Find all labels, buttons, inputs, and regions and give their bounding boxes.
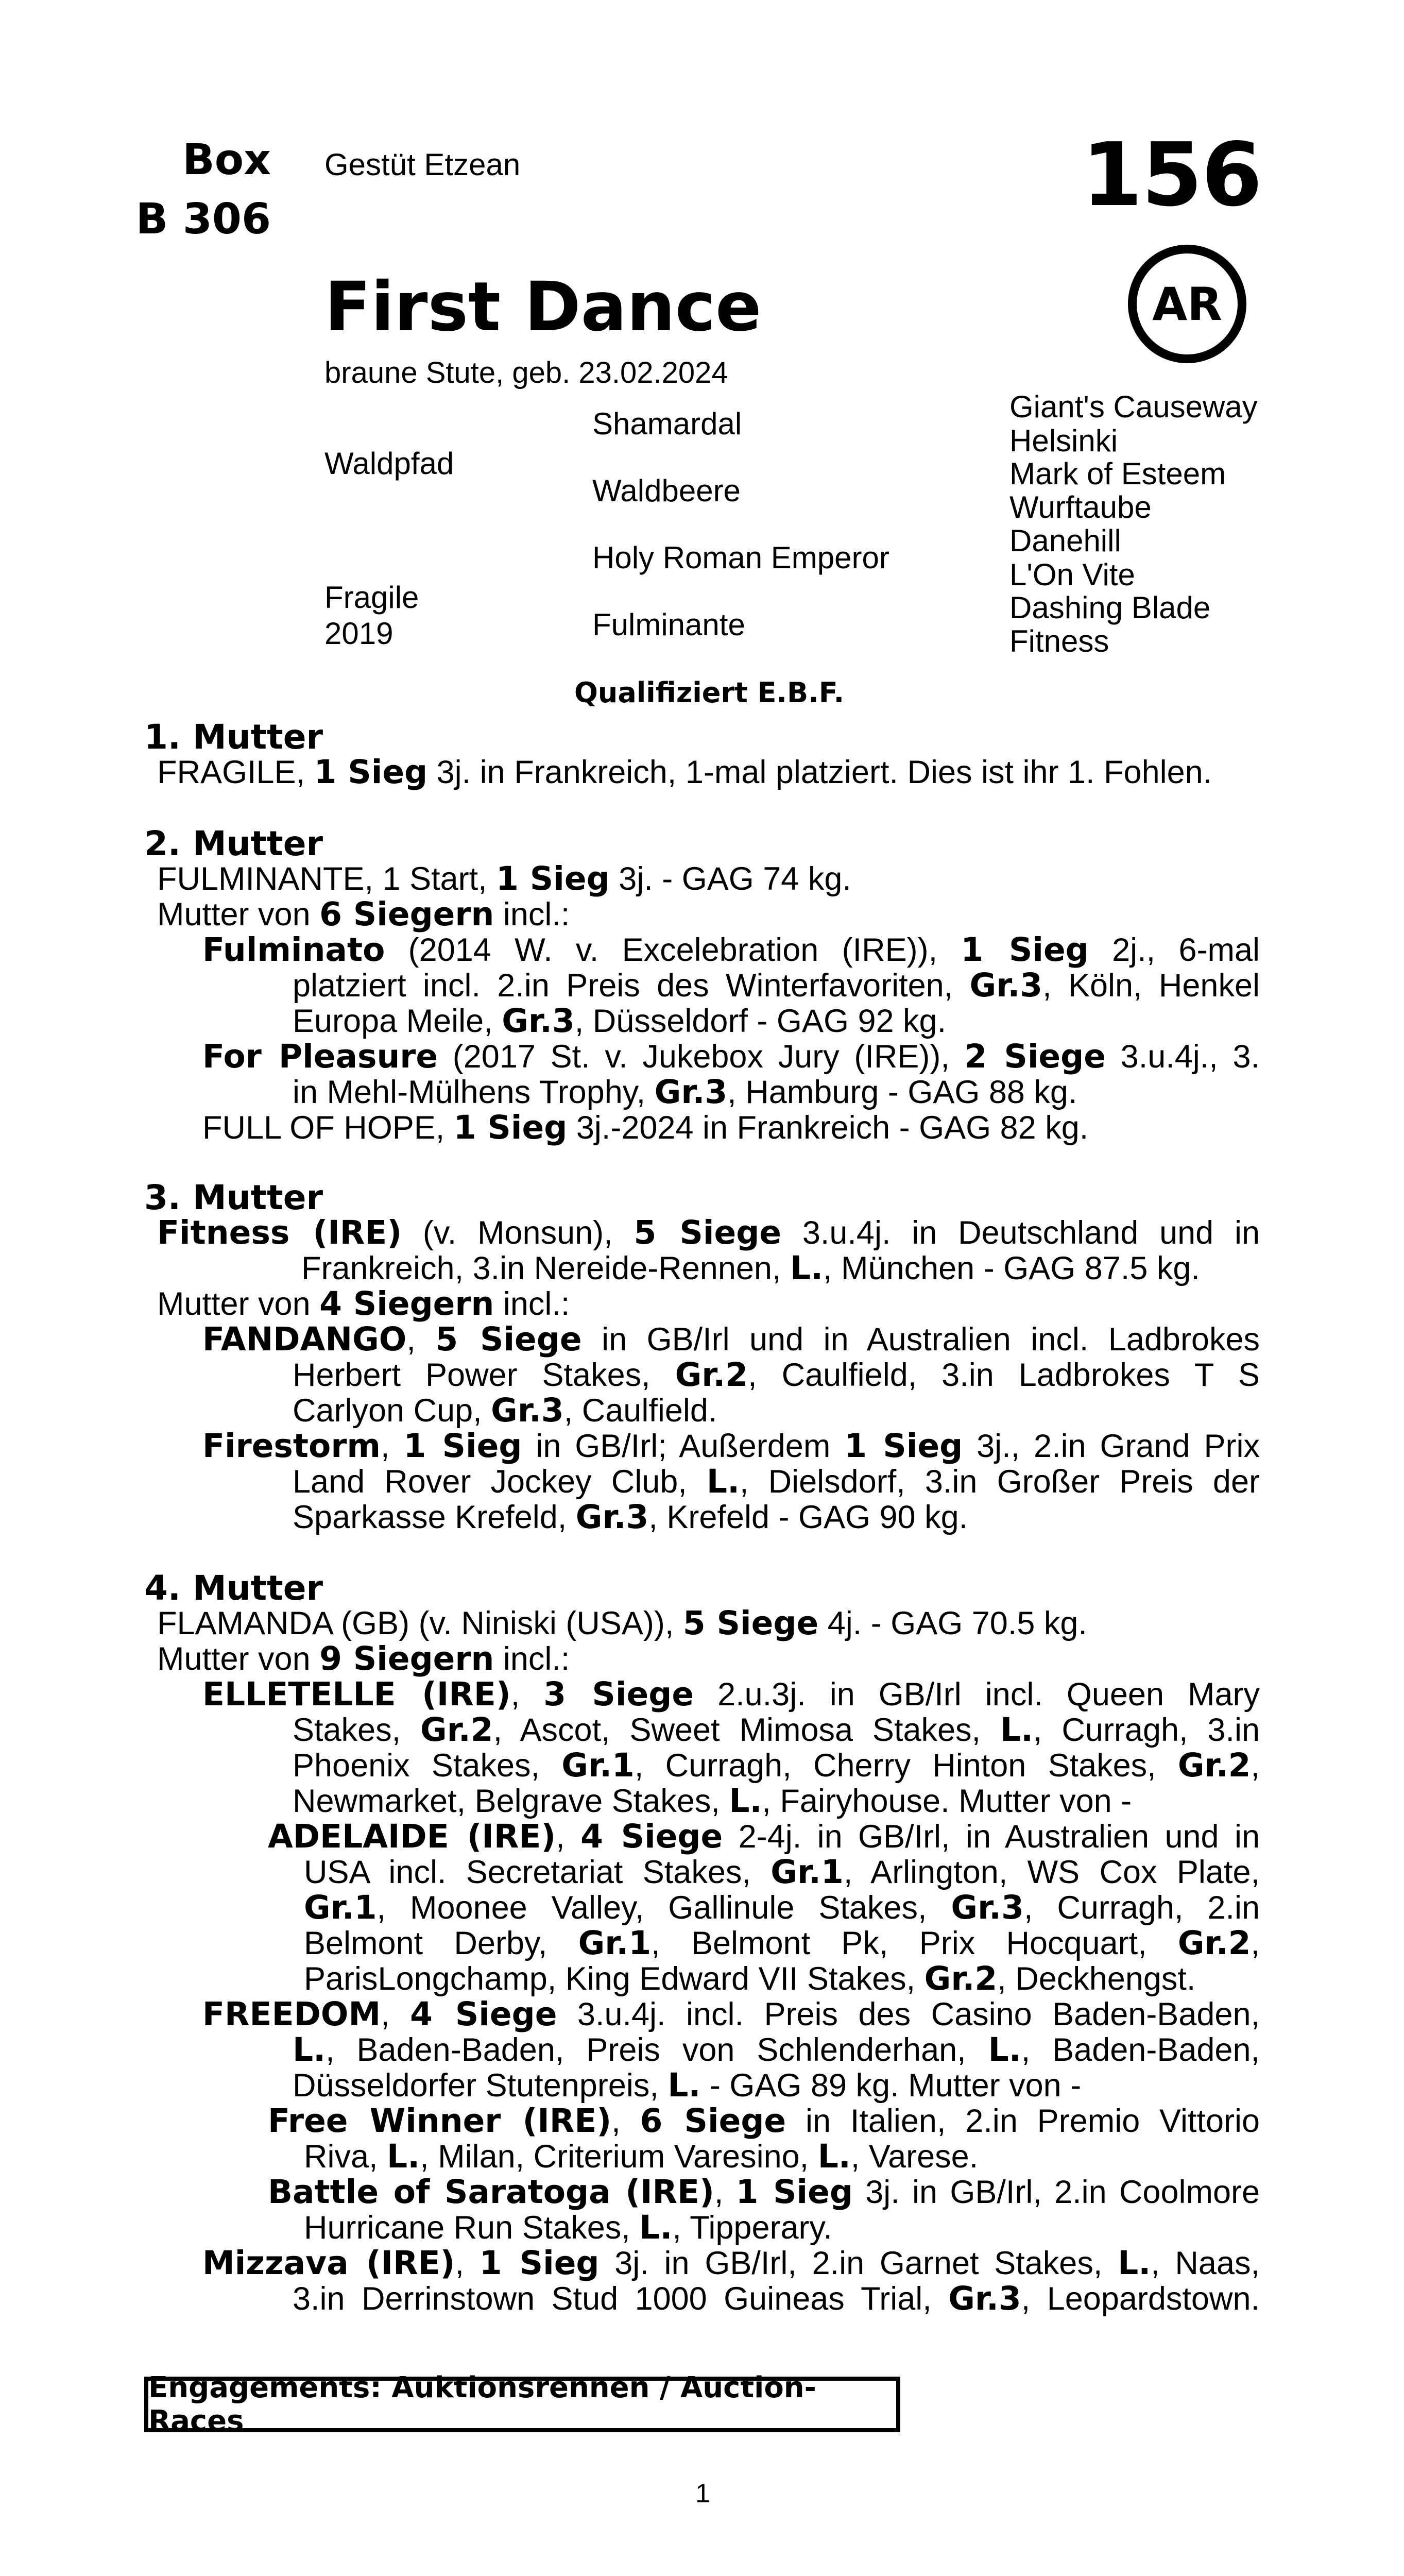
pedigree-great-grandparent: Helsinki	[1009, 423, 1118, 458]
section-title-1st-dam: 1. Mutter	[144, 717, 323, 757]
horse-description: braune Stute, geb. 23.02.2024	[324, 356, 728, 389]
text-run: USA incl. Secretariat Stakes,	[304, 1854, 771, 1890]
pedigree-great-grandparent: Giant's Causeway	[1009, 389, 1258, 424]
bold-run: FANDANGO	[202, 1320, 407, 1358]
text-run: , Baden-Baden,	[1021, 2032, 1260, 2068]
bold-run: 1 Sieg	[479, 2244, 600, 2282]
bold-run: 4 Siege	[410, 1995, 557, 2033]
text-run: , Fairyhouse. Mutter von -	[762, 1783, 1132, 1819]
bold-run: Gr.3	[948, 2280, 1021, 2317]
text-run: ,	[510, 1676, 544, 1713]
pedigree-sire: Waldpfad	[324, 446, 454, 481]
offspring-line	[304, 2210, 832, 2246]
bold-run: 6 Siegern	[319, 895, 494, 933]
text-run: Belmont Derby,	[304, 1925, 578, 1961]
text-run: , München - GAG 87.5 kg.	[823, 1250, 1200, 1286]
bold-run: Gr.3	[575, 1498, 649, 1536]
text-run: 3.u.4j., 3.	[1105, 1039, 1260, 1075]
text-run: FRAGILE,	[157, 754, 314, 790]
text-run: Land Rover Jockey Club,	[293, 1464, 707, 1500]
text-run: Carlyon Cup,	[293, 1393, 491, 1429]
horse-name: First Dance	[324, 267, 762, 347]
bold-run: L.	[706, 1463, 740, 1500]
bold-run: For Pleasure	[202, 1038, 438, 1075]
offspring-line	[202, 1110, 1088, 1146]
bold-run: L.	[790, 1249, 824, 1287]
bold-run: 1 Sieg	[735, 2173, 853, 2211]
bold-run: L.	[729, 1782, 762, 1820]
bold-run: Fitness (IRE)	[157, 1214, 402, 1251]
text-run: (2017 St. v. Jukebox Jury (IRE)),	[438, 1039, 965, 1075]
offspring-line	[304, 1925, 1260, 1961]
bold-run: Gr.2	[420, 1711, 493, 1749]
text-run: 3j. in Frankreich, 1-mal platziert. Dies ist ihr 1. Fohlen.	[427, 754, 1212, 790]
dam-line	[157, 754, 1212, 790]
text-run: Mutter von	[157, 896, 320, 933]
offspring-line	[202, 1321, 1260, 1358]
bold-run: 1 Sieg	[453, 1109, 568, 1146]
text-run: , Tipperary.	[672, 2210, 832, 2246]
bold-run: Gr.1	[578, 1924, 652, 1962]
offspring-line	[293, 1393, 717, 1429]
dam-line	[157, 896, 570, 933]
text-run: Stakes,	[293, 1712, 421, 1748]
text-run: , Ascot, Sweet Mimosa Stakes,	[493, 1712, 1000, 1748]
text-run: 3j., 2.in Grand Prix	[963, 1428, 1260, 1464]
text-run: ,	[455, 2245, 480, 2281]
text-run: , Varese.	[850, 2139, 979, 2175]
bold-run: 4 Siege	[580, 1818, 723, 1855]
dam-line	[157, 1641, 570, 1677]
text-run: 3.u.4j. in Deutschland und in	[781, 1215, 1260, 1251]
text-run: Riva,	[304, 2139, 387, 2175]
text-run: 4j. - GAG 70.5 kg.	[818, 1605, 1087, 1641]
bold-run: FREEDOM	[202, 1995, 381, 2033]
bold-run: 1 Sieg	[844, 1427, 963, 1465]
offspring-line	[268, 2103, 1260, 2139]
text-run: FULL OF HOPE,	[202, 1110, 454, 1146]
pedigree-great-grandparent: Danehill	[1009, 523, 1121, 558]
text-run: ,	[1251, 1748, 1260, 1784]
bold-run: 3 Siege	[543, 1675, 694, 1713]
text-run: , Krefeld - GAG 90 kg.	[648, 1499, 968, 1535]
bold-run: L.	[639, 2209, 673, 2246]
bold-run: L.	[817, 2138, 851, 2175]
bold-run: 1 Sieg	[496, 860, 610, 897]
text-run: , Belmont Pk, Prix Hocquart,	[651, 1925, 1178, 1961]
text-run: ParisLongchamp, King Edward VII Stakes,	[304, 1961, 924, 1997]
text-run: , Moonee Valley, Gallinule Stakes,	[376, 1890, 951, 1926]
bold-run: L.	[1000, 1711, 1034, 1749]
text-run: , Köln, Henkel	[1042, 968, 1260, 1004]
text-run: ,	[381, 1428, 404, 1464]
bold-run: Gr.3	[491, 1392, 564, 1429]
bold-run: Gr.3	[951, 1889, 1024, 1926]
bold-run: Fulminato	[202, 931, 385, 969]
offspring-line	[202, 2245, 1260, 2281]
offspring-line	[304, 1854, 1260, 1890]
text-run: ,	[714, 2174, 736, 2210]
dam-line	[301, 1250, 1200, 1286]
offspring-line	[202, 1676, 1260, 1713]
text-run: platziert incl. 2.in Preis des Winterfavoriten,	[293, 968, 970, 1004]
pedigree-dam: Fragile	[324, 580, 419, 615]
bold-run: 1 Sieg	[961, 931, 1089, 969]
bold-run: 1 Sieg	[314, 753, 428, 791]
pedigree-grandparent: Holy Roman Emperor	[592, 540, 889, 575]
pedigree-grandparent: Fulminante	[592, 607, 745, 642]
text-run: incl.:	[494, 896, 570, 933]
offspring-line	[293, 968, 1260, 1004]
bold-run: 6 Siege	[640, 2102, 786, 2140]
text-run: Newmarket, Belgrave Stakes,	[293, 1783, 729, 1819]
bold-run: 5 Siege	[633, 1214, 782, 1251]
box-label: Box	[182, 135, 271, 184]
text-run: FULMINANTE, 1 Start,	[157, 861, 496, 897]
qualification-note: Qualifiziert E.B.F.	[574, 676, 845, 709]
bold-run: Gr.2	[924, 1960, 998, 1997]
box-number: B 306	[135, 195, 271, 244]
offspring-line	[304, 1961, 1195, 1997]
bold-run: Firestorm	[202, 1427, 381, 1465]
text-run: Düsseldorfer Stutenpreis,	[293, 2067, 668, 2104]
bold-run: L.	[293, 2031, 326, 2069]
bold-run: L.	[667, 2066, 701, 2104]
bold-run: Gr.1	[771, 1853, 844, 1891]
text-run: , Düsseldorf - GAG 92 kg.	[574, 1003, 947, 1039]
text-run: in GB/Irl und in Australien incl. Ladbrokes	[581, 1321, 1260, 1358]
offspring-line	[202, 1428, 1260, 1464]
text-run: , Caulfield.	[563, 1393, 717, 1429]
bold-run: ELLETELLE (IRE)	[202, 1675, 511, 1713]
text-run: Mutter von	[157, 1286, 320, 1322]
offspring-line	[293, 1074, 1077, 1110]
ar-badge: AR	[1128, 245, 1246, 363]
bold-run: 5 Siege	[682, 1604, 819, 1642]
bold-run: Gr.2	[1177, 1924, 1251, 1962]
offspring-line	[268, 2174, 1260, 2210]
text-run: Sparkasse Krefeld,	[293, 1499, 576, 1535]
text-run: 2.u.3j. in GB/Irl incl. Queen Mary	[694, 1676, 1260, 1713]
bold-run: 4 Siegern	[319, 1285, 494, 1323]
text-run: incl.:	[494, 1641, 570, 1677]
offspring-line	[202, 1039, 1260, 1075]
text-run: incl.:	[494, 1286, 570, 1322]
bold-run: Gr.3	[502, 1002, 575, 1040]
text-run: Mutter von	[157, 1641, 320, 1677]
bold-run: Gr.3	[654, 1073, 728, 1111]
text-run: 3j. in GB/Irl, 2.in Coolmore	[852, 2174, 1260, 2210]
pedigree-dam-year: 2019	[324, 616, 393, 651]
stud-name: Gestüt Etzean	[324, 147, 521, 182]
bold-run: Gr.1	[304, 1889, 377, 1926]
bold-run: Gr.3	[969, 967, 1043, 1004]
text-run: Europa Meile,	[293, 1003, 502, 1039]
offspring-line	[293, 1783, 1132, 1819]
offspring-line	[304, 2139, 978, 2175]
section-title-3rd-dam: 3. Mutter	[144, 1178, 323, 1217]
text-run: , Deckhengst.	[997, 1961, 1196, 1997]
bold-run: ADELAIDE (IRE)	[268, 1818, 556, 1855]
text-run: ,	[406, 1321, 436, 1358]
engagements-box: Engagements: Auktionsrennen / Auction-Races	[144, 2377, 900, 2432]
text-run: ,	[381, 1996, 410, 2032]
text-run: , Arlington, WS Cox Plate,	[843, 1854, 1260, 1890]
text-run: , Baden-Baden, Preis von Schlenderhan,	[326, 2032, 988, 2068]
text-run: , Curragh, Cherry Hinton Stakes,	[634, 1748, 1178, 1784]
bold-run: 9 Siegern	[319, 1640, 494, 1677]
text-run: Herbert Power Stakes,	[293, 1357, 675, 1393]
offspring-line	[293, 1499, 968, 1535]
text-run: , Leopardstown.	[1021, 2281, 1260, 2317]
pedigree-great-grandparent: L'On Vite	[1009, 557, 1135, 592]
bold-run: Mizzava (IRE)	[202, 2244, 455, 2282]
text-run: 2j., 6-mal	[1088, 932, 1260, 968]
offspring-line	[202, 932, 1260, 968]
offspring-line	[304, 1890, 1260, 1926]
dam-line	[157, 1215, 1260, 1251]
pedigree-great-grandparent: Wurftaube	[1009, 490, 1152, 524]
pedigree-great-grandparent: Fitness	[1009, 624, 1109, 658]
dam-line	[157, 1286, 570, 1322]
text-run: - GAG 89 kg. Mutter von -	[700, 2067, 1082, 2104]
bold-run: Battle of Saratoga (IRE)	[268, 2173, 714, 2211]
text-run: Hurricane Run Stakes,	[304, 2210, 640, 2246]
text-run: ,	[611, 2103, 640, 2139]
dam-line	[157, 861, 851, 897]
text-run: ,	[1251, 1925, 1260, 1961]
pedigree-grandparent: Waldbeere	[592, 473, 741, 508]
text-run: , Dielsdorf, 3.in Großer Preis der	[740, 1464, 1260, 1500]
text-run: Phoenix Stakes,	[293, 1748, 562, 1784]
bold-run: Gr.2	[1177, 1747, 1251, 1784]
pedigree-grandparent: Shamardal	[592, 406, 742, 441]
text-run: , Curragh, 3.in	[1033, 1712, 1260, 1748]
text-run: (v. Monsun),	[402, 1215, 634, 1251]
text-run: , Milan, Criterium Varesino,	[420, 2139, 818, 2175]
text-run: 3j. - GAG 74 kg.	[609, 861, 851, 897]
text-run: 3j.-2024 in Frankreich - GAG 82 kg.	[567, 1110, 1089, 1146]
text-run: 3.u.4j. incl. Preis des Casino Baden-Baden,	[557, 1996, 1260, 2032]
offspring-line	[293, 1464, 1260, 1500]
pedigree-great-grandparent: Mark of Esteem	[1009, 456, 1226, 491]
dam-line	[157, 1605, 1087, 1641]
bold-run: Gr.1	[561, 1747, 635, 1784]
lot-number: 156	[1082, 124, 1261, 226]
pedigree-great-grandparent: Dashing Blade	[1009, 590, 1211, 625]
offspring-line	[293, 1003, 946, 1039]
text-run: FLAMANDA (GB) (v. Niniski (USA)),	[157, 1605, 683, 1641]
section-title-2nd-dam: 2. Mutter	[144, 824, 323, 863]
bold-run: Free Winner (IRE)	[268, 2102, 612, 2140]
text-run: ,	[556, 1819, 581, 1855]
text-run: 3.in Derrinstown Stud 1000 Guineas Trial,	[293, 2281, 949, 2317]
text-run: Frankreich, 3.in Nereide-Rennen,	[301, 1250, 790, 1286]
page-number: 1	[695, 2479, 710, 2509]
text-run: in Italien, 2.in Premio Vittorio	[786, 2103, 1260, 2139]
bold-run: 2 Siege	[964, 1038, 1106, 1075]
text-run: 2-4j. in GB/Irl, in Australien und in	[723, 1819, 1260, 1855]
offspring-line	[293, 1748, 1260, 1784]
bold-run: L.	[387, 2138, 420, 2175]
bold-run: L.	[988, 2031, 1021, 2069]
text-run: in Mehl-Mülhens Trophy,	[293, 1074, 655, 1110]
text-run: (2014 W. v. Excelebration (IRE)),	[385, 932, 961, 968]
offspring-line	[293, 1357, 1260, 1393]
section-title-4th-dam: 4. Mutter	[144, 1568, 323, 1608]
bold-run: 1 Sieg	[403, 1427, 522, 1465]
text-run: , Caulfield, 3.in Ladbrokes T S	[748, 1357, 1260, 1393]
offspring-line	[202, 1996, 1260, 2032]
text-run: , Hamburg - GAG 88 kg.	[727, 1074, 1077, 1110]
offspring-line	[293, 1712, 1260, 1748]
bold-run: Gr.2	[675, 1356, 748, 1394]
text-run: 3j. in GB/Irl, 2.in Garnet Stakes,	[599, 2245, 1118, 2281]
offspring-line	[293, 2032, 1260, 2068]
offspring-line	[293, 2067, 1081, 2104]
offspring-line	[268, 1819, 1260, 1855]
bold-run: 5 Siege	[435, 1320, 582, 1358]
text-run: in GB/Irl; Außerdem	[522, 1428, 845, 1464]
text-run: , Naas,	[1151, 2245, 1260, 2281]
text-run: , Curragh, 2.in	[1023, 1890, 1260, 1926]
offspring-line	[293, 2281, 1260, 2317]
bold-run: L.	[1118, 2244, 1151, 2282]
